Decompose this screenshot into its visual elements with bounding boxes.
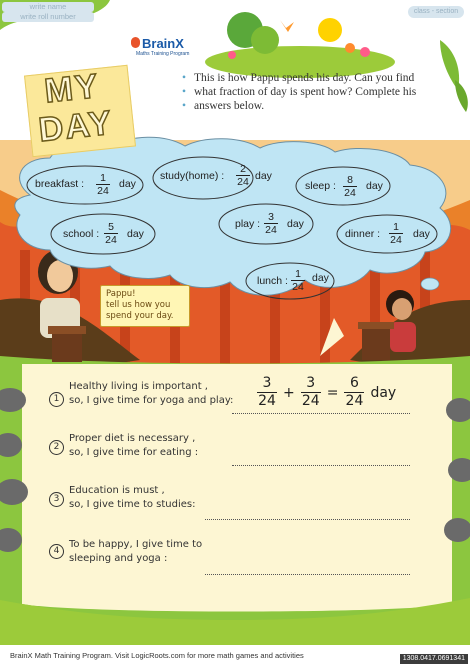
title-line1: MY [42, 66, 102, 111]
intro-line: • answers below. [180, 99, 462, 113]
logo-name: BrainX [142, 36, 184, 51]
activity-unit: day [119, 178, 136, 190]
answer-fraction: 6 24 [345, 375, 364, 409]
answer-fraction: 3 24 [301, 375, 320, 409]
question-text [69, 432, 198, 460]
activity-fraction: 1 24 [390, 221, 402, 246]
answer-equation [257, 375, 396, 410]
question-text [69, 380, 233, 408]
activity-fraction: 8 24 [344, 174, 356, 199]
roll-number-field[interactable]: write roll number [2, 12, 94, 22]
footer-text: BrainX Math Training Program. Visit LogicRoots.com for more math games and activities [10, 651, 304, 660]
question-number: 3 [49, 492, 64, 507]
name-field[interactable]: write name [2, 2, 94, 12]
activity-unit: day [127, 228, 144, 240]
answer-unit: day [370, 384, 397, 401]
activity-fraction: 1 24 [292, 268, 304, 293]
equals-sign: = [326, 384, 339, 401]
speech-bubble [100, 285, 190, 327]
activity-unit: day [255, 170, 272, 182]
activity-unit: day [312, 272, 329, 284]
question-number: 1 [49, 392, 64, 407]
speech-line: Pappu! [106, 289, 136, 299]
question-line: so, I give time for eating : [69, 447, 199, 458]
answer-line[interactable] [205, 519, 410, 520]
activity-label: breakfast : [35, 178, 85, 190]
garden-scene [205, 12, 395, 78]
question-line: Healthy living is important , [69, 381, 208, 392]
speech-line: spend your day. [106, 311, 174, 321]
question-line: so, I give time to studies: [69, 499, 196, 510]
activity-unit: day [413, 228, 430, 240]
activity-fraction: 5 24 [105, 221, 117, 246]
speech-line: tell us how you [106, 300, 171, 310]
logo-icon [131, 37, 140, 48]
title-line2: DAY [36, 103, 116, 150]
activity-unit: day [366, 180, 383, 192]
activity-fraction: 2 24 [237, 163, 249, 188]
intro-line: • what fraction of day is spent how? Complete his [180, 85, 462, 99]
question-number: 2 [49, 440, 64, 455]
worksheet-code: 1308.0417.0691341 [400, 654, 468, 664]
activity-fraction: 3 24 [265, 211, 277, 236]
title-card [24, 65, 136, 157]
activity-label: dinner : [345, 228, 381, 240]
answer-line[interactable] [205, 574, 410, 575]
activity-label: lunch : [257, 275, 288, 287]
activity-label: study(home) : [160, 170, 225, 182]
logo-tagline: Maths Training Program [136, 51, 190, 57]
intro-line: • This is how Pappu spends his day. Can you find [180, 71, 462, 85]
intro-text [180, 71, 462, 113]
activity-unit: day [287, 218, 304, 230]
answer-line[interactable] [232, 465, 410, 466]
class-section-field[interactable]: class - section [408, 6, 464, 18]
question-text [69, 538, 202, 566]
answer-line[interactable] [232, 413, 410, 414]
answer-fraction: 3 24 [258, 375, 276, 409]
question-line: Proper diet is necessary , [69, 433, 196, 444]
question-text [69, 484, 196, 512]
plus-sign: + [283, 384, 295, 401]
activity-fraction: 1 24 [97, 172, 109, 197]
question-line: so, I give time for yoga and play: [69, 395, 234, 406]
question-line: sleeping and yoga : [69, 553, 168, 564]
activity-label: school : [63, 228, 100, 240]
question-line: Education is must , [69, 485, 165, 496]
activity-label: play : [235, 218, 261, 230]
question-line: To be happy, I give time to [69, 539, 203, 550]
question-number: 4 [49, 544, 64, 559]
activity-label: sleep : [305, 180, 336, 192]
